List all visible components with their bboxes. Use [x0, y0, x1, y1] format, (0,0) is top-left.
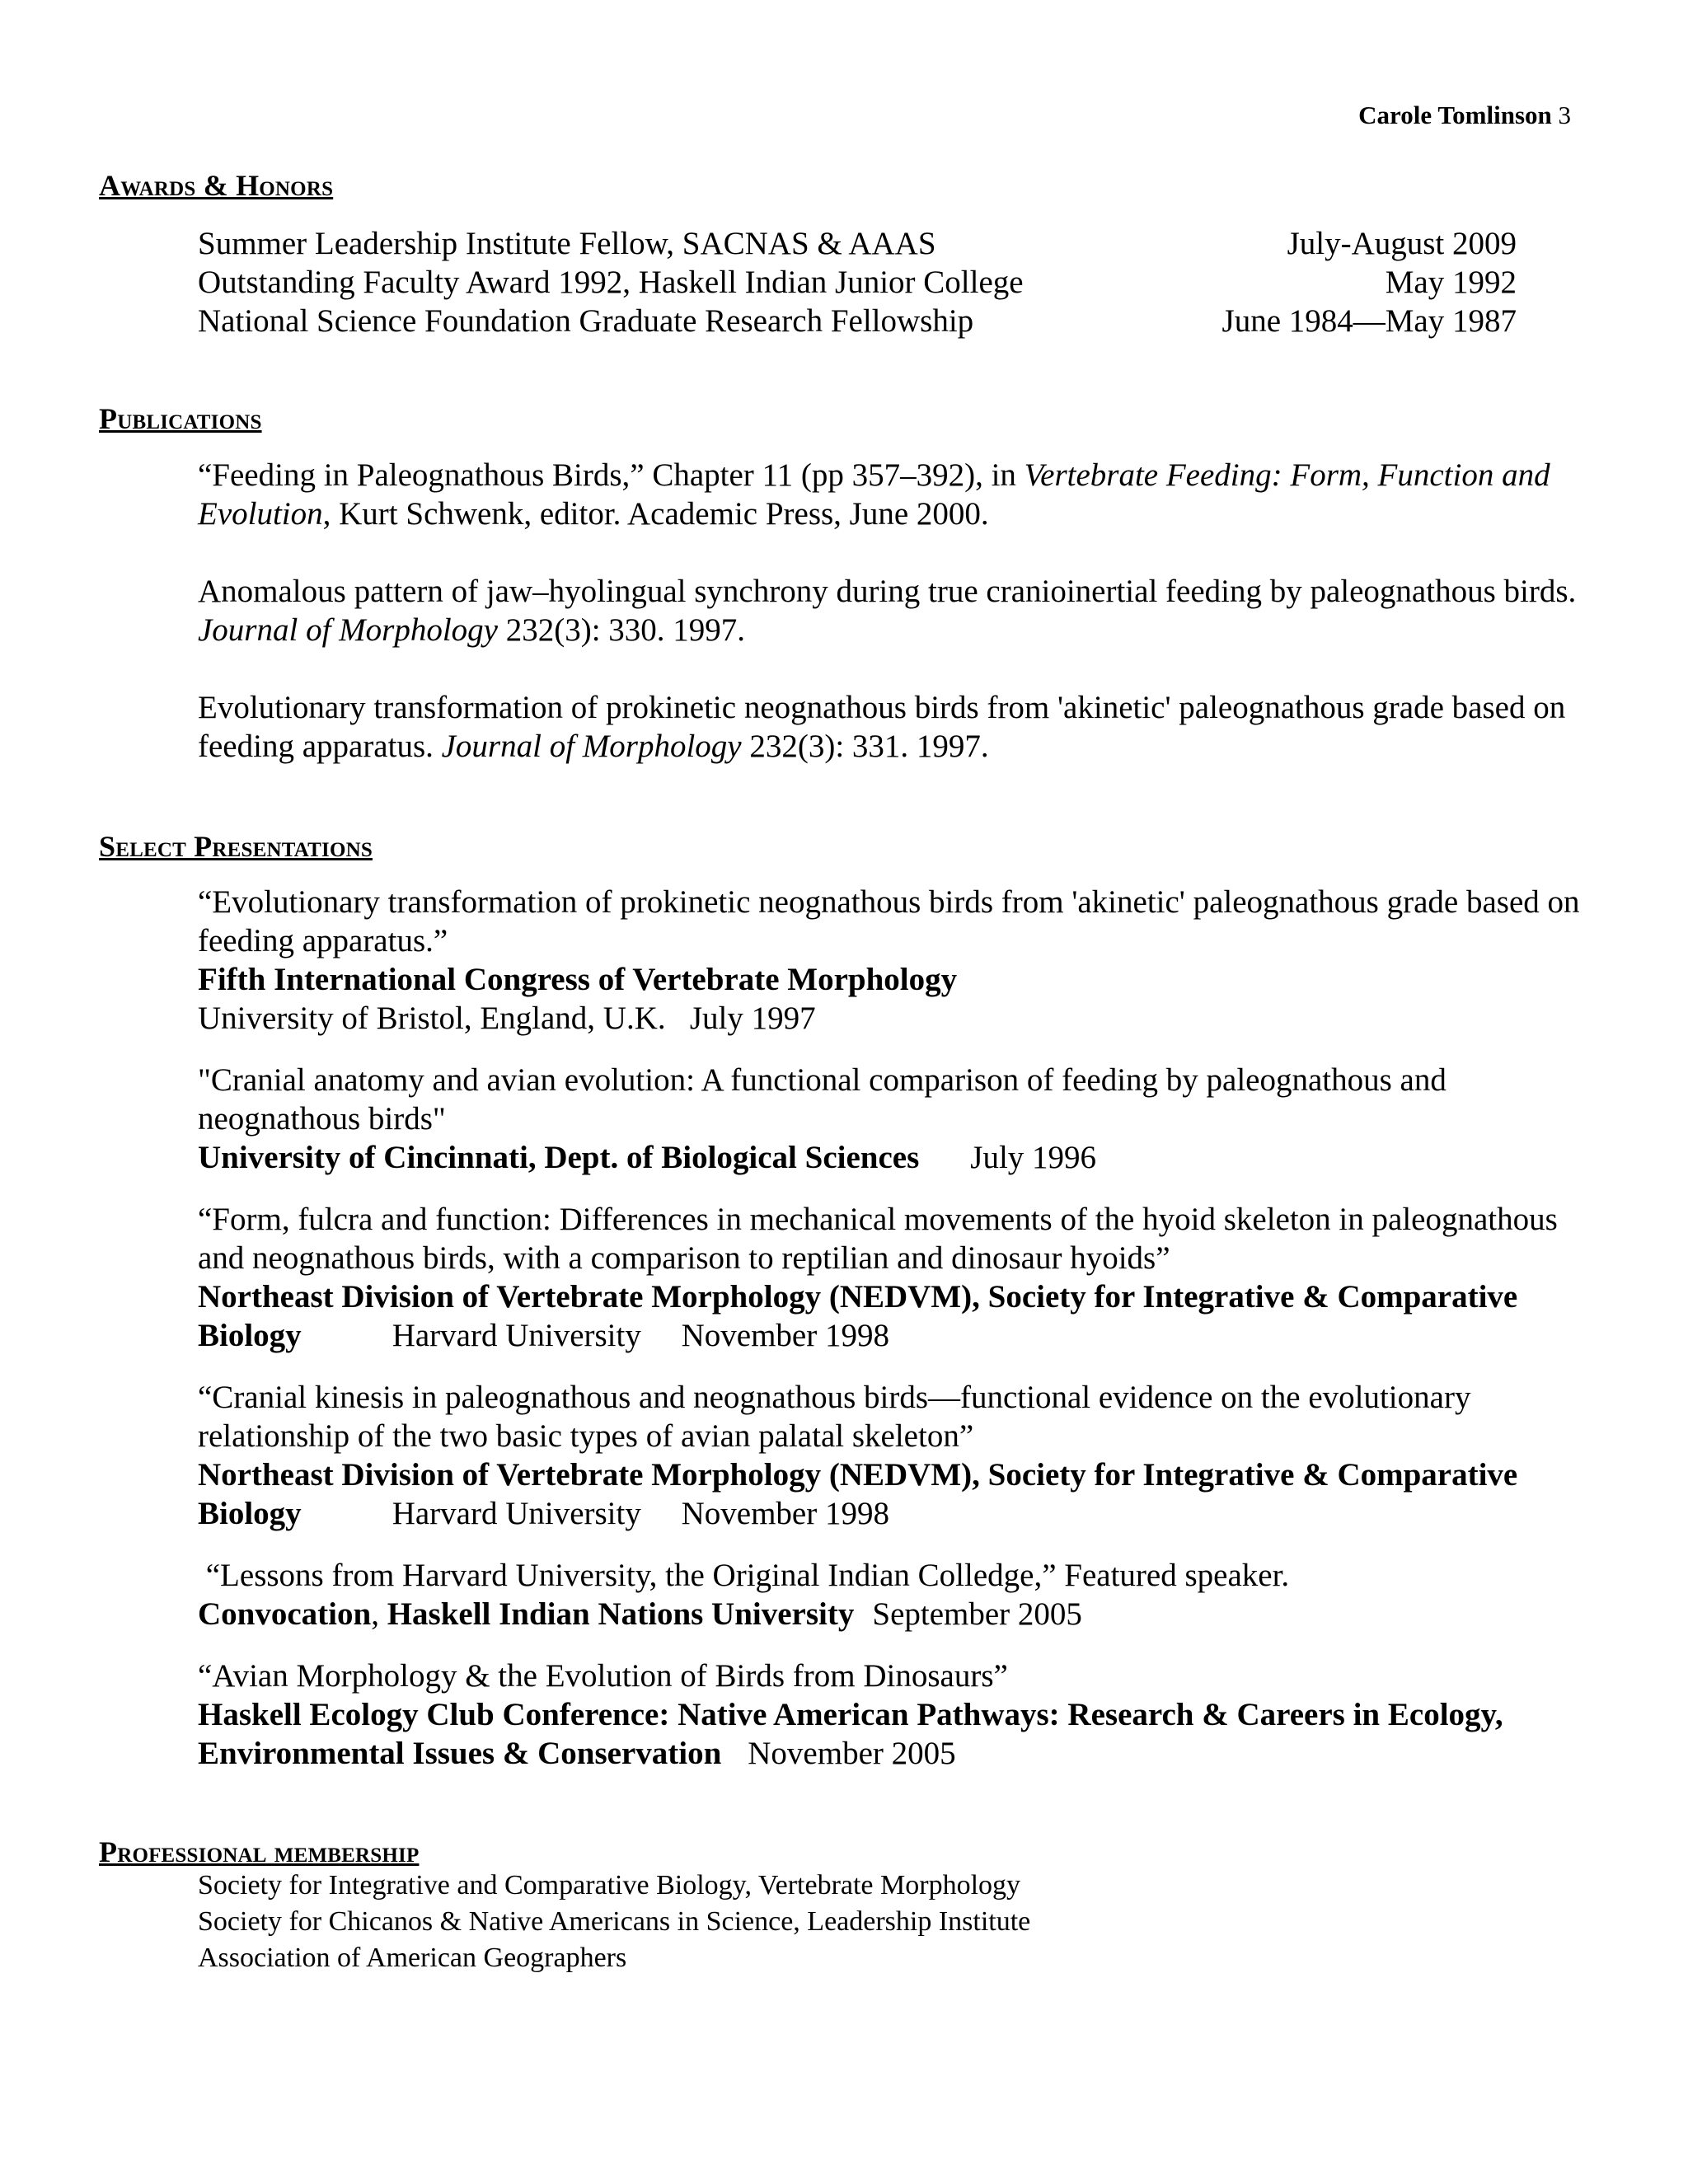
presentation-venue: Northeast Division of Vertebrate Morphology (NEDVM), Society for Integrative & Comparative Biology — [198, 1457, 1518, 1531]
publications-list — [198, 456, 1591, 804]
presentation-item — [198, 1061, 1591, 1177]
publication-item — [198, 688, 1591, 766]
award-title: National Science Foundation Graduate Research Fellowship — [198, 303, 974, 339]
page-header — [1358, 99, 1571, 132]
membership-item: Society for Chicanos & Native Americans in Science, Leadership Institute — [198, 1906, 1031, 1937]
publication-citation: 232(3): 331. 1997. — [741, 729, 989, 764]
presentation-title: “Evolutionary transformation of prokinetic neognathous birds from 'akinetic' paleognathous grade based on feeding apparatus.” — [198, 884, 1580, 958]
presentation-venue: Fifth International Congress of Vertebrate Morphology — [198, 962, 958, 997]
presentation-venue: Haskell Ecology Club Conference: Native American Pathways: Research & Careers in Ecology, Environmental Issues & Conservation — [198, 1697, 1503, 1771]
presentation-item — [198, 1200, 1591, 1355]
award-date: June 1984—May 1987 — [1221, 303, 1517, 339]
page-number: 3 — [1558, 101, 1571, 129]
author-name: Carole Tomlinson — [1358, 101, 1552, 129]
presentation-detail: Harvard University November 1998 — [392, 1318, 889, 1353]
awards-heading: Awards & Honors — [99, 169, 334, 202]
presentation-item: “Lessons from Harvard University, the Original Indian Colledge,” Featured speaker. Convocation, Haskell Indian Nations University September 2005 — [198, 1556, 1591, 1633]
publication-text: Evolutionary transformation of prokinetic neognathous birds from 'akinetic' paleognathous grade based on feeding apparatus. — [198, 690, 1566, 764]
award-date: July-August 2009 — [1287, 226, 1517, 261]
presentation-item — [198, 1378, 1591, 1533]
membership-item: Association of American Geographers — [198, 1943, 627, 1973]
presentation-venue: University of Cincinnati, Dept. of Biological Sciences — [198, 1140, 920, 1175]
presentation-detail: Harvard University November 1998 — [392, 1496, 889, 1531]
award-date: May 1992 — [1385, 265, 1517, 300]
publication-source: Journal of Morphology — [441, 729, 742, 764]
presentation-detail: University of Bristol, England, U.K. July 1997 — [198, 1001, 816, 1036]
presentation-item — [198, 1657, 1591, 1773]
presentation-detail: November 2005 — [748, 1736, 956, 1771]
presentation-title: “Avian Morphology & the Evolution of Birds from Dinosaurs” — [198, 1658, 1008, 1694]
membership-item: Society for Integrative and Comparative Biology, Vertebrate Morphology — [198, 1870, 1021, 1900]
publication-citation: 232(3): 330. 1997. — [497, 612, 746, 648]
publication-source: Vertebrate Feeding: Form, Function and Evolution — [198, 457, 1550, 532]
award-item — [198, 263, 1517, 302]
award-title: Summer Leadership Institute Fellow, SACNAS & AAAS — [198, 226, 936, 261]
membership-list — [198, 1868, 1030, 1976]
awards-list — [198, 224, 1591, 340]
presentation-title: “Cranial kinesis in paleognathous and neognathous birds—functional evidence on the evolutionary relationship of the two basic types of avian palatal skeleton” — [198, 1380, 1471, 1454]
publication-source: Journal of Morphology — [198, 612, 498, 648]
award-title: Outstanding Faculty Award 1992, Haskell Indian Junior College — [198, 265, 1024, 300]
presentation-title: “Form, fulcra and function: Differences in mechanical movements of the hyoid skeleton in paleognathous and neognathous birds, with a comparison to reptilian and dinosaur hyoids” — [198, 1202, 1558, 1276]
publication-citation: , Kurt Schwenk, editor. Academic Press, June 2000. — [322, 496, 989, 532]
award-item — [198, 302, 1517, 340]
presentation-venue: Northeast Division of Vertebrate Morphology (NEDVM), Society for Integrative & Comparative Biology — [198, 1279, 1518, 1353]
award-item — [198, 224, 1517, 263]
presentation-detail: July 1996 — [970, 1140, 1097, 1175]
publication-item — [198, 572, 1591, 649]
presentation-title: “Lessons from Harvard University, the Original Indian Colledge,” Featured speaker. — [198, 1558, 1290, 1593]
publications-heading: Publications — [99, 402, 262, 435]
presentations-list — [198, 883, 1591, 1796]
publication-text: “Feeding in Paleognathous Birds,” Chapter 11 (pp 357–392), in — [198, 457, 1025, 493]
publication-item — [198, 456, 1591, 533]
publication-text: Anomalous pattern of jaw–hyolingual synchrony during true cranioinertial feeding by paleognathous birds. — [198, 574, 1577, 609]
presentations-heading: Select Presentations — [99, 830, 373, 863]
presentation-venue: Convocation — [198, 1596, 372, 1632]
presentation-venue-secondary: Haskell Indian Nations University — [387, 1596, 855, 1632]
presentation-title: "Cranial anatomy and avian evolution: A functional comparison of feeding by paleognathous and neognathous birds" — [198, 1062, 1447, 1137]
presentation-detail: September 2005 — [872, 1596, 1082, 1632]
presentation-item — [198, 883, 1591, 1038]
membership-heading: Professional membership — [99, 1835, 420, 1868]
